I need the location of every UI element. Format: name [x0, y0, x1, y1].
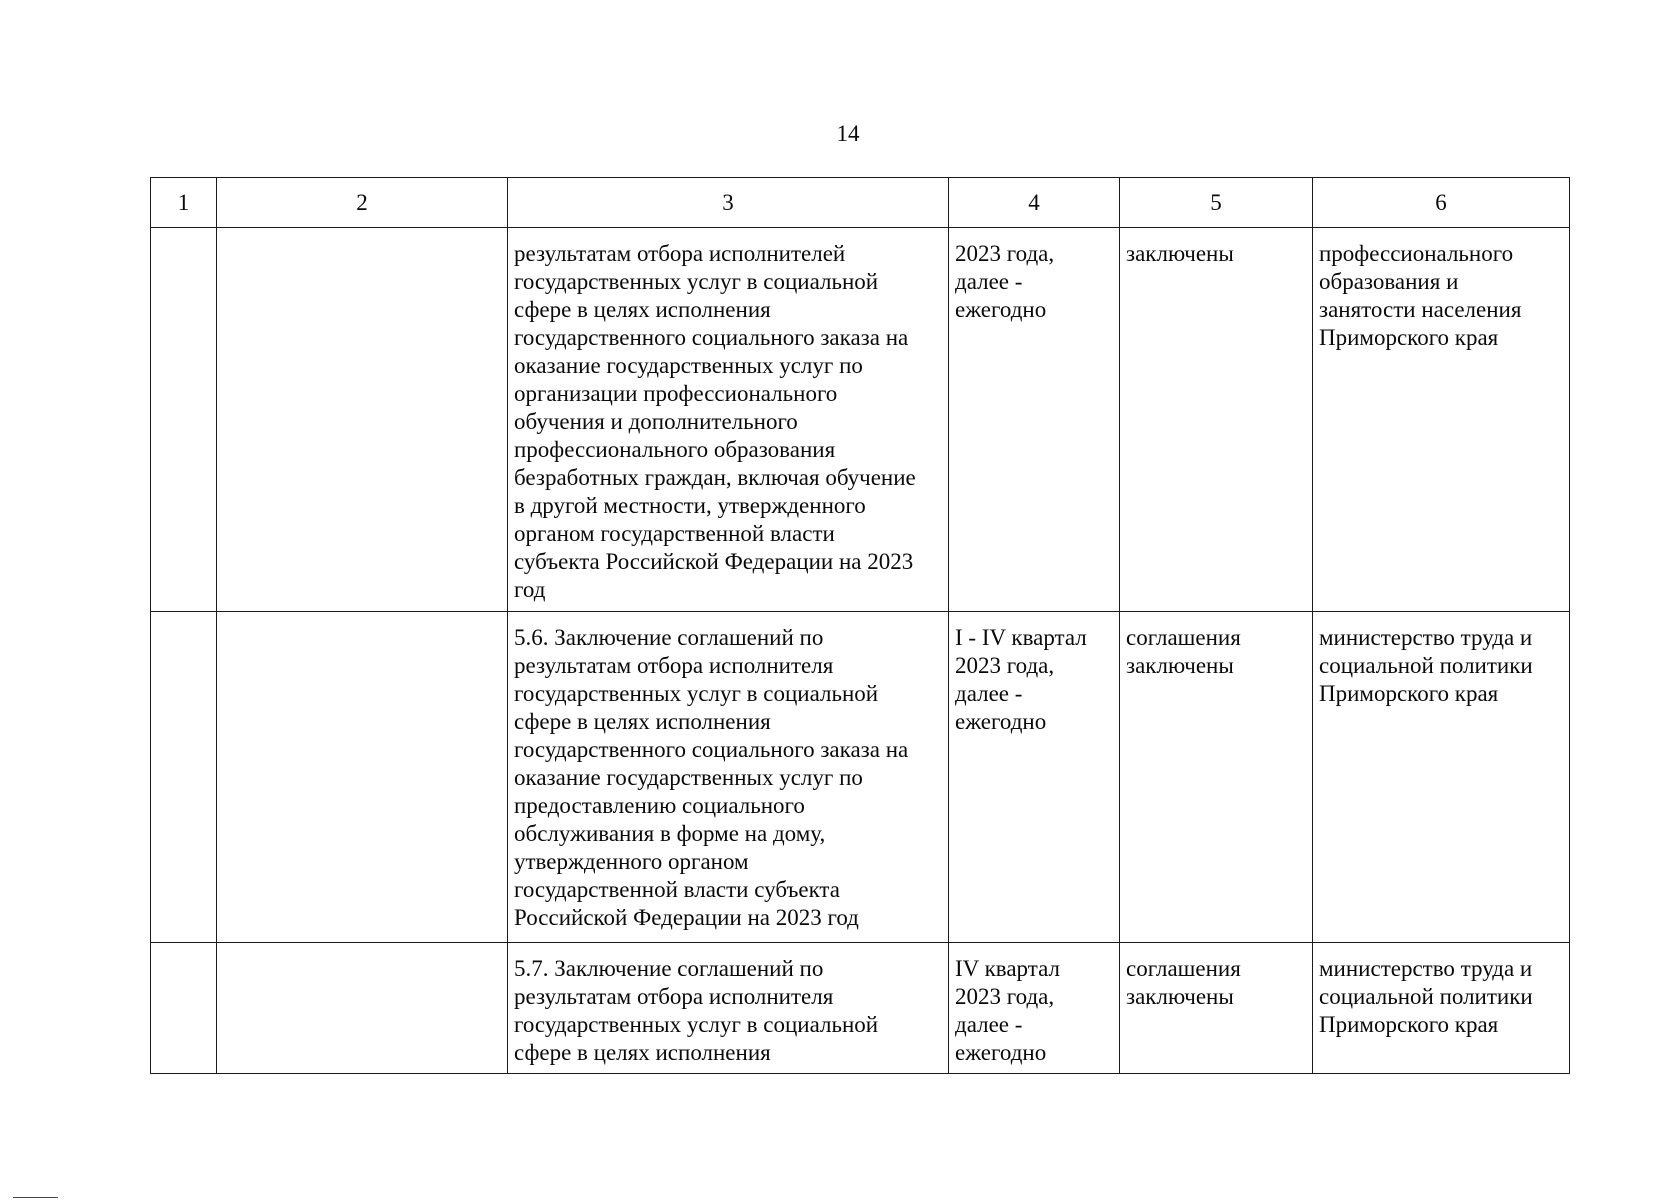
cell-result: [1120, 612, 1313, 943]
cell-number: [151, 612, 217, 943]
table-row: [151, 943, 1570, 1074]
cell-measure: [508, 612, 949, 943]
result-text: заключены: [1126, 241, 1234, 266]
table-header-row: [151, 178, 1570, 228]
deadline-text: 2023 года, далее - ежегодно: [955, 241, 1055, 322]
responsible-text: министерство труда и социальной политики Приморского края: [1319, 956, 1533, 1037]
cell-measure: [508, 943, 949, 1074]
cell-goal: [217, 228, 508, 612]
measure-text: результатам отбора исполнителей государственных услуг в социальной сфере в целях исполнения государственного социального заказа на оказание государственных услуг по организации профессионального обучения и дополнительного профессионального образования безработных граждан, включая обучение в другой местности, утвержденного органом государственной власти субъекта Российской Федерации на 2023 год: [514, 241, 916, 602]
responsible-text: министерство труда и социальной политики Приморского края: [1319, 625, 1533, 706]
column-number-1: 1: [151, 178, 217, 228]
deadline-text: IV квартал 2023 года, далее - ежегодно: [955, 956, 1060, 1065]
responsible-text: профессионального образования и занятости населения Приморского края: [1319, 241, 1522, 350]
table-row: [151, 228, 1570, 612]
column-number-2: 2: [217, 178, 508, 228]
cell-deadline: [949, 228, 1120, 612]
cell-goal: [217, 943, 508, 1074]
cell-deadline: [949, 943, 1120, 1074]
cell-number: [151, 943, 217, 1074]
page-number: 14: [836, 121, 860, 146]
column-number-5: 5: [1120, 178, 1313, 228]
cell-responsible: [1313, 943, 1570, 1074]
column-number-6: 6: [1313, 178, 1570, 228]
measure-text: 5.6. Заключение соглашений по результатам отбора исполнителя государственных услуг в социальной сфере в целях исполнения государственного социального заказа на оказание государственных услуг по предоставлению социального обслуживания в форме на дому, утвержденного органом государственной власти субъекта Российской Федерации на 2023 год: [514, 625, 909, 930]
deadline-text: I - IV квартал 2023 года, далее - ежегодно: [955, 625, 1087, 734]
result-text: соглашения заключены: [1126, 956, 1241, 1009]
cell-goal: [217, 612, 508, 943]
table-row: [151, 612, 1570, 943]
cell-responsible: [1313, 612, 1570, 943]
cell-result: [1120, 943, 1313, 1074]
cell-responsible: [1313, 228, 1570, 612]
column-number-3: 3: [508, 178, 949, 228]
measure-text: 5.7. Заключение соглашений по результатам отбора исполнителя государственных услуг в социальной сфере в целях исполнения: [514, 956, 879, 1065]
column-number-4: 4: [949, 178, 1120, 228]
result-text: соглашения заключены: [1126, 625, 1241, 678]
cell-deadline: [949, 612, 1120, 943]
cell-result: [1120, 228, 1313, 612]
scan-margin-mark: [13, 1197, 58, 1198]
plan-table: [150, 177, 1570, 1074]
cell-measure: [508, 228, 949, 612]
cell-number: [151, 228, 217, 612]
